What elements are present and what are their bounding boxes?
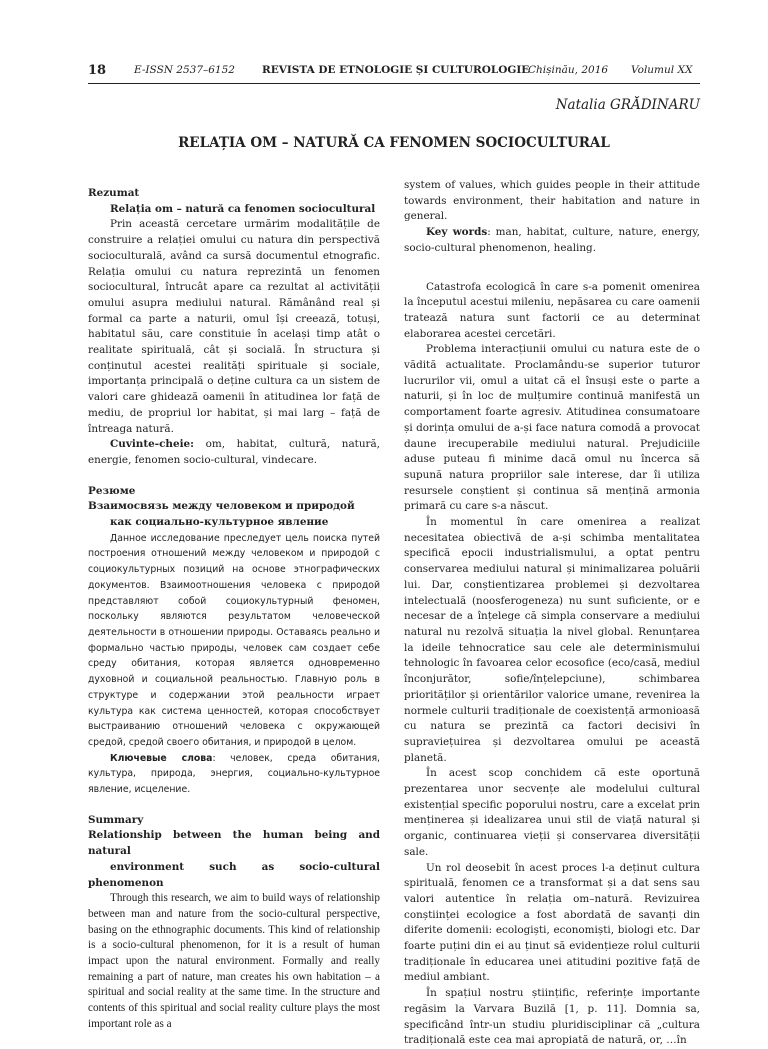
summary-heading: Summary: [88, 813, 144, 826]
left-column: [88, 186, 380, 1033]
body-paragraph: Catastrofa ecologică în care s-a pomenit omenirea la începutul acestui mileniu, nepăsarea cu care oamenii tratează natura sunt factorii ce au determinat elaborarea acestei cercetări.: [404, 280, 700, 340]
summary-body: Through this research, we aim to build ways of relationship between man and nature from the socio-cultural perspective, basing on the ethnographic documents. This kind of relationship is a socio-cultural phenomenon, for it is a result of human impact upon the natural environment. Formally and really remaining a part of nature, man creates his own habitation – a spiritual and social reality at the same time. In the structure and contents of this spiritual and social reality culture plays the most important role as a: [88, 892, 380, 1030]
rezume-heading: Резюме: [88, 484, 136, 497]
body-paragraph: În acest scop conchidem că este oportună prezentarea unor secvențe ale modelului cultural existențial specific poporului nostru, care a excelat prin menținerea și idealizarea unui stil de viață natural și organic, continuarea vieții și conservarea diversității sale.: [404, 767, 700, 858]
running-header: [88, 64, 700, 84]
rezumat-keywords-text: om, habitat, cultură, natură, energie, fenomen socio-cultural, vindecare.: [88, 438, 380, 466]
city-year: Chișinău, 2016: [528, 64, 609, 76]
rezume-body: Данное исследование преследует цель поиска путей построения отношений между человеком и природой с социокультурных позиций на основе этнографических документов. Взаимоотношения человека с природой представляют собой социокультурный феномен, поскольку являются результатом человеческой деятельности в отношении природы. Оставаясь реально и формально частью природы, человек сам создает себе среду обитания, которая является одновременно духовной и социальной реальностью. Главную роль в структуре и содержании этой реальности играет культура как система ценностей, которая способствует выстраиванию отношений человека с окружающей средой, средой своего обитания, и природой в целом.: [88, 532, 380, 748]
rezume-keywords: [88, 751, 380, 798]
rezume-keywords-label: Ключевые слова: [110, 752, 213, 764]
article-title: RELAȚIA OM – NATURĂ CA FENOMEN SOCIOCULTURAL: [178, 135, 610, 151]
summary-subtitle-2: environment such as socio-cultural phenomenon: [88, 860, 380, 889]
body-paragraph: În momentul în care omenirea a realizat necesitatea obiectivă de a-și schimba mentalitatea specifică epocii industrialismului, a optat pentru conservarea mediului natural și minimalizarea poluării lui. Dar, conștientizarea problemei și dezvoltarea intelectuală (noosferogeneza) nu sunt suficiente, or e necesar de a înțelege că simpla conservare a mediului natural nu rezolvă situația la nivel global. Renunțarea la ideile tehnocratice sau cele ale determinismului tehnologic în favoarea celor ecosofice (eco/casă, mediul înconjurător, sofie/înțelepciune), schimbarea priorităților și orientărilor valorice umane, revenirea la normele culturii tradiționale de coexistență armonioasă cu natura se prezintă ca factori decisivi în supraviețuirea și dezvoltarea omului pe această planetă.: [404, 516, 700, 764]
body-paragraph: În spațiul nostru științific, referințe importante regăsim la Varvara Buzilă [1, p. 11]. Domnia sa, specificând într-un studiu pluridisciplinar că „cultura tradițională este cea mai apropiată de natură, or, …în: [404, 987, 700, 1047]
journal-title: REVISTA DE ETNOLOGIE ȘI CULTUROLOGIE: [262, 64, 530, 76]
summary-keywords: [404, 225, 700, 256]
author: Natalia GRĂDINARU: [555, 97, 700, 113]
rezume-keywords-text: : человек, среда обитания, культура, природа, энергия, социально-культурное явление, исцеление.: [88, 752, 380, 796]
page-number: 18: [88, 63, 107, 78]
rezume-subtitle-2: как социально-культурное явление: [110, 516, 329, 529]
rezumat-subtitle: Relația om – natură ca fenomen sociocultural: [110, 202, 376, 215]
right-column: [404, 179, 700, 1049]
rezume-subtitle-1: Взаимосвязь между человеком и природой: [88, 500, 355, 513]
body-paragraph: Problema interacțiunii omului cu natura este de o vădită actualitate. Proclamându-se superior tuturor lucrurilor vii, omul a uitat că el însuși este o parte a naturii, și în loc de mulțumire continuă manifestă un comportament foarte agresiv. Atitudinea consumatoare și dorința omului de a-și face natura comodă a provocat daune irecuperabile mediului natural. Prejudiciile aduse puteau fi minime dacă omul nu încerca să supună natura propriilor sale interese, dar îi utiliza resursele conștient și continua să mențină armonia primară cu care s-a născut.: [404, 343, 700, 513]
rezumat-keywords: [88, 437, 380, 468]
rezumat-keywords-label: Cuvinte-cheie:: [110, 438, 194, 451]
body-paragraph: Un rol deosebit în acest proces l-a deținut cultura spirituală, fenomen ce a transformat și a dat sens sau valori autentice în relația om–natură. Revizuirea conștiinței ecologice a fost abordată de savanți din diferite domenii: ecologiști, economiști, biologi etc. Dar foarte puțini din ei au ținut să evidențieze rolul culturii tradiționale în educarea unei atitudini pozitive față de mediul ambiant.: [404, 861, 700, 984]
issn: E-ISSN 2537–6152: [134, 64, 235, 76]
summary-body-continued: system of values, which guides people in their attitude towards environment, their habitation and nature in general.: [404, 179, 700, 223]
summary-keywords-text: : man, habitat, culture, nature, energy, socio-cultural phenomenon, healing.: [404, 226, 700, 254]
summary-subtitle-1: Relationship between the human being and natural: [88, 829, 380, 858]
volume: Volumul XX: [631, 64, 693, 76]
header-rule: [88, 83, 700, 84]
rezumat-heading: Rezumat: [88, 187, 140, 199]
rezumat-body: Prin această cercetare urmărim modalitățile de construire a relației omului cu natura din perspectivă socioculturală, având ca sursă documentul etnografic. Relația omului cu natura reprezintă un fenomen sociocultural, întrucât apare ca rezultat al activității omului asupra mediului natural. Rămânând real și formal ca parte a naturii, omul își creează, totuși, habitatul său, care constituie în același timp atât o realitate spirituală, cât și socială. În structura și conținutul acestei realități spirituale și sociale, importanța principală o deține cultura ca un sistem de valori care ghidează oamenii în atitudinea lor față de mediu, de propriul lor habitat, și mai larg – față de întreaga natură.: [88, 218, 380, 435]
summary-keywords-label: Key words: [426, 226, 488, 239]
